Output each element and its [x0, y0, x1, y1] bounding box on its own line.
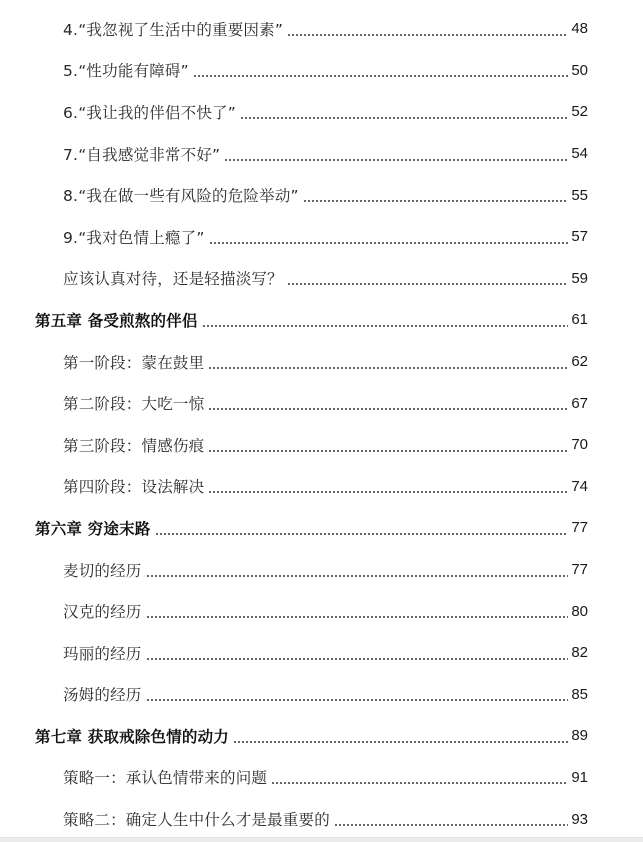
- dot-leader: [303, 200, 568, 202]
- dot-leader: [224, 159, 568, 161]
- toc-entry[interactable]: [0, 466, 643, 508]
- toc-entry-page: 48: [571, 20, 588, 38]
- toc-entry-page: 57: [571, 228, 588, 246]
- toc-chapter-title: 第六章 穷途末路: [35, 518, 151, 538]
- dot-leader: [208, 450, 568, 452]
- dot-leader: [287, 34, 568, 36]
- dot-leader: [208, 491, 568, 493]
- toc-entry-title: 4.“我忽视了生活中的重要因素”: [63, 20, 284, 39]
- toc-entry-title: 第三阶段：情感伤痕: [63, 436, 205, 455]
- toc-entry[interactable]: [0, 216, 643, 258]
- toc-entry-title: 策略一：承认色情带来的问题: [63, 769, 268, 788]
- toc-entry-page: 52: [571, 103, 588, 121]
- dot-leader: [334, 824, 568, 826]
- toc-entry[interactable]: [0, 174, 643, 216]
- toc-entry-title: 8.“我在做一些有风险的危险举动”: [63, 187, 299, 206]
- toc-entry-page: 74: [571, 477, 588, 495]
- dot-leader: [193, 75, 568, 77]
- table-of-contents: [0, 8, 643, 840]
- toc-entry-title: 7.“自我感觉非常不好”: [63, 145, 221, 164]
- dot-leader: [233, 741, 568, 743]
- toc-entry-title: 麦切的经历: [63, 561, 142, 580]
- toc-entry-page: 50: [571, 61, 588, 79]
- dot-leader: [240, 117, 568, 119]
- toc-entry-page: 54: [571, 145, 588, 163]
- toc-entry-page: 55: [571, 186, 588, 204]
- toc-entry-page: 67: [571, 394, 588, 412]
- toc-entry[interactable]: [0, 91, 643, 133]
- toc-chapter-title: 第五章 备受煎熬的伴侣: [35, 310, 198, 330]
- toc-entry-title: 汉克的经历: [63, 603, 142, 622]
- toc-chapter-entry[interactable]: [0, 715, 643, 757]
- toc-entry[interactable]: [0, 382, 643, 424]
- toc-entry[interactable]: [0, 341, 643, 383]
- toc-entry[interactable]: [0, 590, 643, 632]
- toc-entry-title: 5.“性功能有障碍”: [63, 62, 189, 81]
- toc-entry-title: 策略二：确定人生中什么才是最重要的: [63, 811, 330, 830]
- toc-entry-title: 汤姆的经历: [63, 686, 142, 705]
- toc-entry-page: 77: [571, 561, 588, 579]
- toc-entry-title: 玛丽的经历: [63, 644, 142, 663]
- toc-entry-page: 77: [571, 519, 588, 537]
- dot-leader: [208, 367, 568, 369]
- toc-entry[interactable]: [0, 133, 643, 175]
- toc-entry[interactable]: [0, 50, 643, 92]
- toc-chapter-entry[interactable]: [0, 507, 643, 549]
- page-bottom-edge: [0, 837, 643, 842]
- toc-entry[interactable]: [0, 674, 643, 716]
- toc-entry[interactable]: [0, 8, 643, 50]
- toc-entry-page: 80: [571, 602, 588, 620]
- dot-leader: [155, 533, 569, 535]
- dot-leader: [208, 408, 568, 410]
- toc-entry-title: 9.“我对色情上瘾了”: [63, 228, 205, 247]
- toc-chapter-entry[interactable]: [0, 299, 643, 341]
- dot-leader: [287, 283, 568, 285]
- toc-entry[interactable]: [0, 424, 643, 466]
- dot-leader: [146, 575, 568, 577]
- toc-entry-page: 59: [571, 269, 588, 287]
- toc-entry[interactable]: [0, 798, 643, 840]
- toc-entry-title: 应该认真对待，还是轻描淡写？: [63, 270, 283, 289]
- toc-entry[interactable]: [0, 757, 643, 799]
- dot-leader: [209, 242, 568, 244]
- toc-entry-title: 第一阶段：蒙在鼓里: [63, 353, 205, 372]
- toc-entry[interactable]: [0, 258, 643, 300]
- toc-chapter-title: 第七章 获取戒除色情的动力: [35, 726, 229, 746]
- dot-leader: [202, 325, 568, 327]
- toc-entry-page: 91: [571, 768, 588, 786]
- toc-entry-page: 82: [571, 644, 588, 662]
- toc-entry-title: 第二阶段：大吃一惊: [63, 395, 205, 414]
- toc-entry-page: 85: [571, 685, 588, 703]
- dot-leader: [146, 658, 568, 660]
- toc-entry[interactable]: [0, 549, 643, 591]
- dot-leader: [271, 782, 568, 784]
- toc-entry-page: 89: [571, 727, 588, 745]
- dot-leader: [146, 699, 568, 701]
- toc-entry-page: 93: [571, 810, 588, 828]
- toc-entry-page: 70: [571, 436, 588, 454]
- toc-entry-title: 第四阶段：设法解决: [63, 478, 205, 497]
- toc-entry[interactable]: [0, 632, 643, 674]
- dot-leader: [146, 616, 568, 618]
- toc-entry-page: 62: [571, 353, 588, 371]
- toc-entry-page: 61: [571, 311, 588, 329]
- toc-entry-title: 6.“我让我的伴侣不快了”: [63, 103, 236, 122]
